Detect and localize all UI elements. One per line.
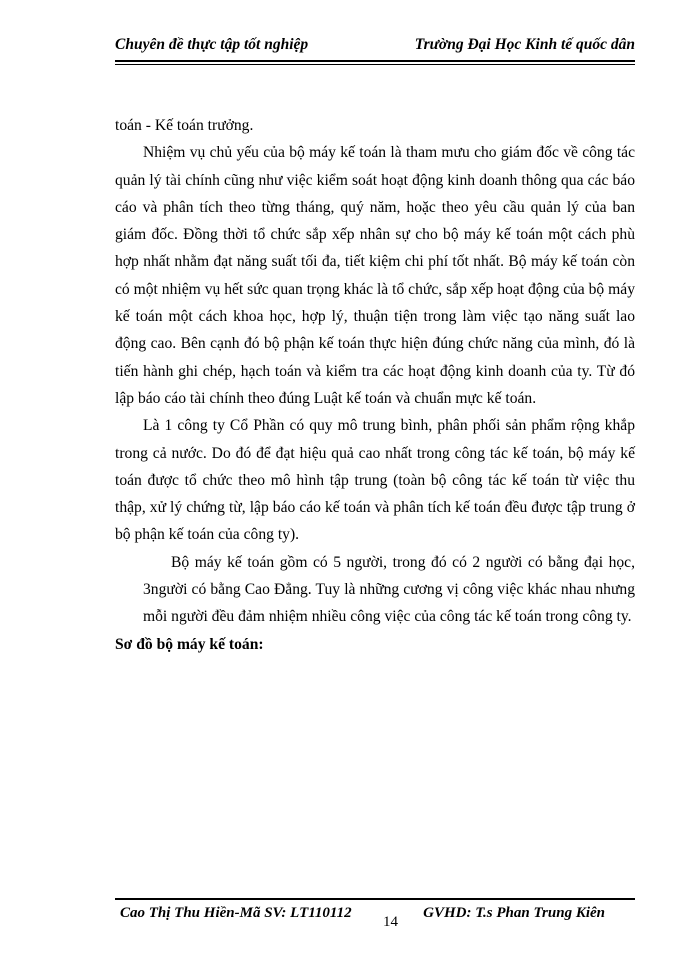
document-body (115, 112, 635, 658)
footer-student-info: Cao Thị Thu Hiền-Mã SV: LT110112 (120, 905, 352, 921)
header-rule-thin (115, 64, 635, 65)
paragraph-staff: Bộ máy kế toán gồm có 5 người, trong đó có 2 người có bằng đại học, 3người có bằng Cao Đẳng. Tuy là những cương vị công việc khác nhau nhưng mỗi người đều đảm nhiệm nhiều công việc của công tác kế toán trong công ty. (143, 553, 635, 626)
paragraph-accounting-duties: Nhiệm vụ chủ yếu của bộ máy kế toán là tham mưu cho giám đốc về công tác quản lý tài chính cũng như việc kiểm soát hoạt động kinh doanh thông qua các báo cáo và phân tích theo từng tháng, quý năm, hoặc theo yêu cầu quản lý của ban giám đốc. Đồng thời tổ chức sắp xếp nhân sự cho bộ máy kế toán một cách phù hợp nhất nhằm đạt năng suất tối đa, tiết kiệm chi phí tốt nhất. Bộ máy kế toán còn có một nhiệm vụ hết sức quan trọng khác là tổ chức, sắp xếp hoạt động của bộ máy kế toán một cách khoa học, hợp lý, thuận tiện trong làm việc tạo năng suất lao động cao. Bên cạnh đó bộ phận kế toán thực hiện đúng chức năng của mình, đó là tiến hành ghi chép, hạch toán và kiểm tra các hoạt động kinh doanh của ty. Từ đó lập báo cáo tài chính theo đúng Luật kế toán và chuẩn mực kế toán. (115, 144, 635, 407)
header-document-title: Chuyên đề thực tập tốt nghiệp (115, 36, 309, 53)
page-header (115, 36, 635, 64)
header-rule-thick (115, 60, 635, 62)
page-footer (115, 898, 635, 938)
paragraph-continuation: toán - Kế toán trưởng. (115, 117, 254, 134)
footer-rule (115, 898, 635, 900)
paragraph-company-model: Là 1 công ty Cổ Phần có quy mô trung bình, phân phối sản phẩm rộng khắp trong cả nước. Do đó để đạt hiệu quả cao nhất trong công tác kế toán, bộ máy kế toán được tổ chức theo mô hình tập trung (toàn bộ công tác kế toán từ việc thu thập, xử lý chứng từ, lập báo cáo kế toán và phân tích kế toán đều được tập trung ở bộ phận kế toán của công ty). (115, 417, 635, 544)
page-number: 14 (383, 914, 398, 930)
footer-advisor-info: GVHD: T.s Phan Trung Kiên (423, 905, 605, 921)
header-university-name: Trường Đại Học Kinh tế quốc dân (414, 36, 635, 53)
section-heading-diagram: Sơ đồ bộ máy kế toán: (115, 635, 264, 653)
